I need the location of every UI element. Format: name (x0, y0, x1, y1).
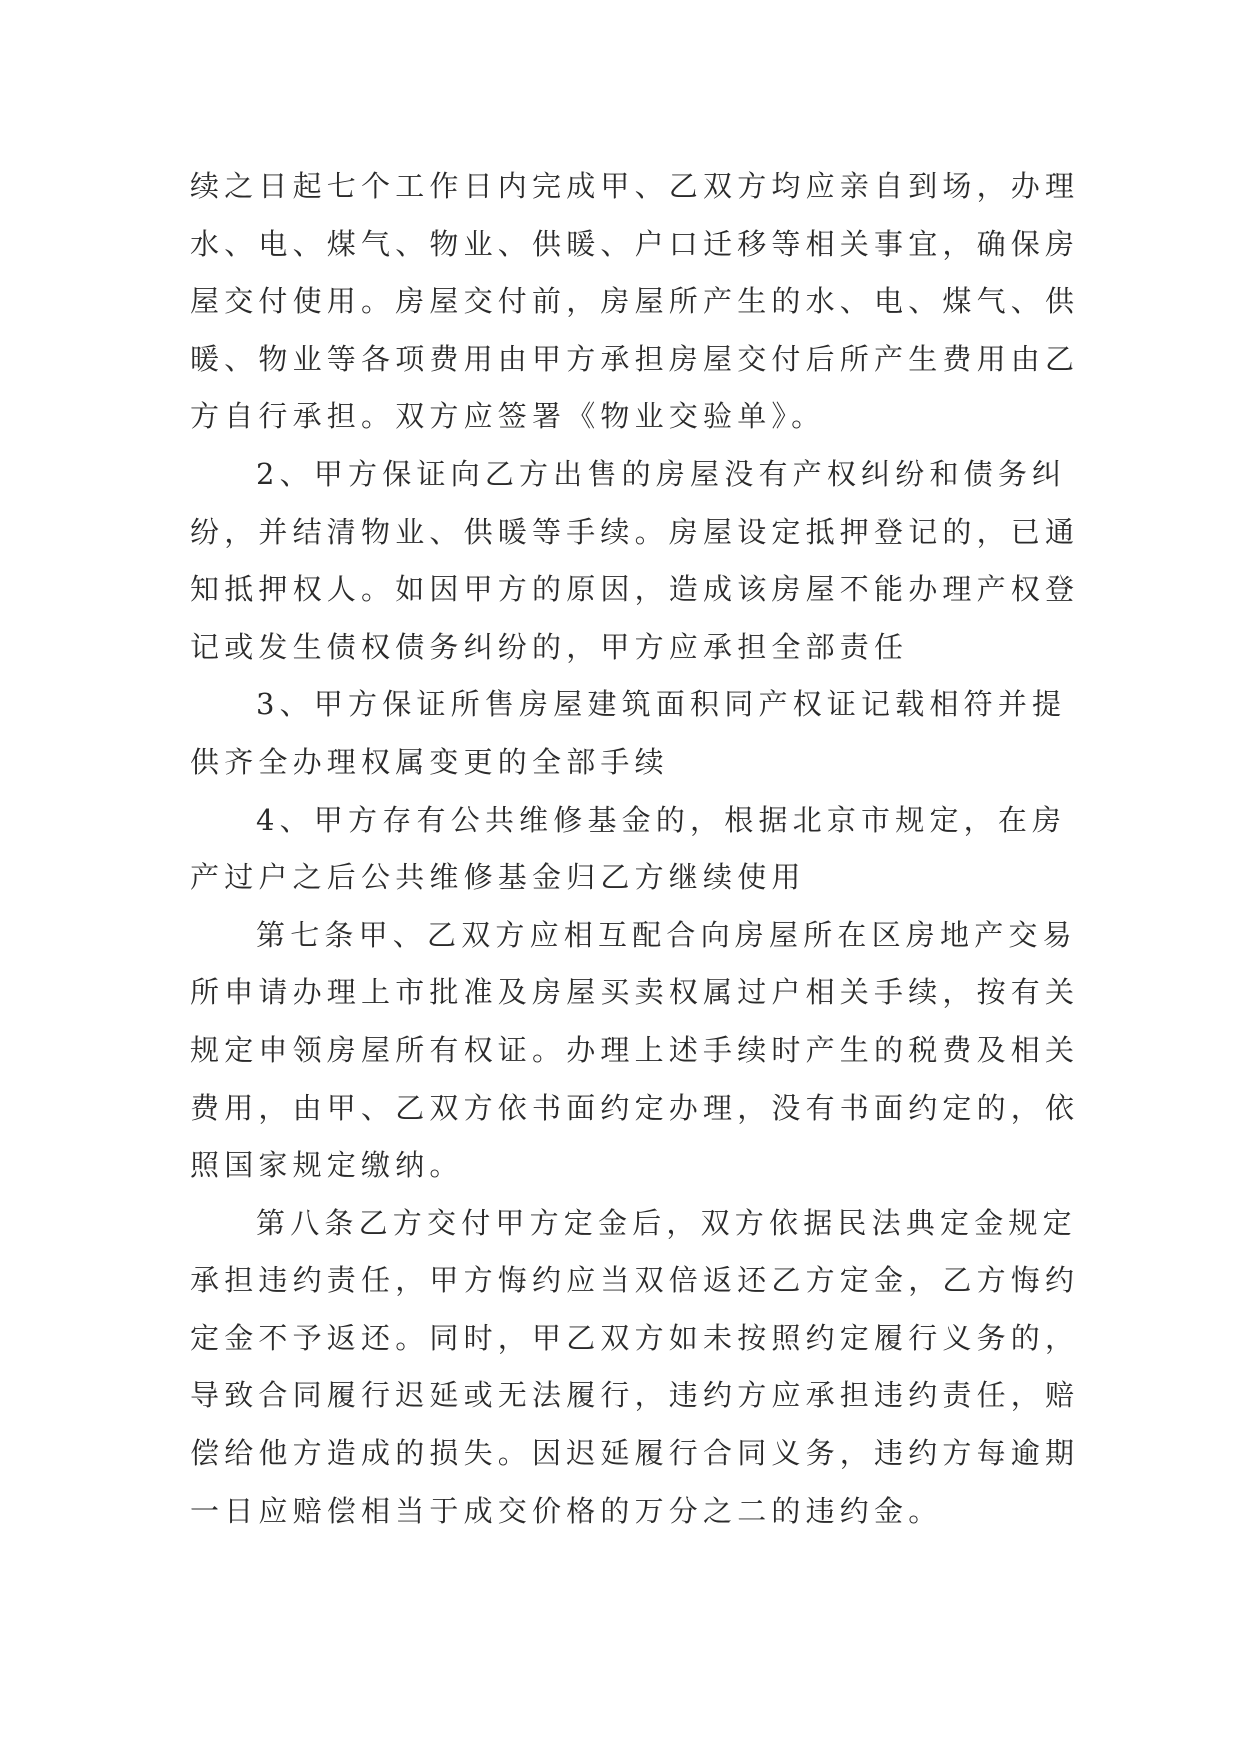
paragraph-line: 所申请办理上市批准及房屋买卖权属过户相关手续，按有关 (190, 975, 1080, 1010)
paragraph-line: 纷，并结清物业、供暖等手续。房屋设定抵押登记的，已通 (190, 514, 1080, 549)
paragraph-first-line: 第七条甲、乙双方应相互配合向房屋所在区房地产交易 (256, 917, 1077, 952)
paragraph-first-line: 3、甲方保证所售房屋建筑面积同产权证记载相符并提 (256, 687, 1067, 722)
paragraph-line: 续之日起七个工作日内完成甲、乙双方均应亲自到场，办理 (190, 169, 1080, 203)
paragraph-first-line: 4、甲方存有公共维修基金的，根据北京市规定，在房 (256, 802, 1067, 837)
paragraph-line: 水、电、煤气、物业、供暖、户口迁移等相关事宜，确保房 (190, 226, 1080, 261)
paragraph-line: 导致合同履行迟延或无法履行，违约方应承担违约责任，赔 (190, 1378, 1080, 1413)
paragraph-line: 知抵押权人。如因甲方的原因，造成该房屋不能办理产权登 (190, 572, 1080, 607)
paragraph-line: 照国家规定缴纳。 (190, 1148, 464, 1183)
paragraph-first-line: 第八条乙方交付甲方定金后，双方依据民法典定金规定 (256, 1205, 1077, 1240)
paragraph-line: 定金不予返还。同时，甲乙双方如未按照约定履行义务的， (190, 1320, 1080, 1355)
paragraph-line: 屋交付使用。房屋交付前，房屋所产生的水、电、煤气、供 (190, 284, 1080, 319)
paragraph-line: 方自行承担。双方应签署《物业交验单》。 (190, 399, 826, 434)
paragraph-line: 承担违约责任，甲方悔约应当双倍返还乙方定金，乙方悔约 (190, 1263, 1080, 1298)
paragraph-line: 一日应赔偿相当于成交价格的万分之二的违约金。 (190, 1493, 943, 1528)
contract-body-text (190, 158, 1080, 1540)
paragraph-line: 偿给他方造成的损失。因迟延履行合同义务，违约方每逾期 (190, 1436, 1080, 1471)
paragraph-line: 规定申领房屋所有权证。办理上述手续时产生的税费及相关 (190, 1032, 1080, 1067)
paragraph-line: 暖、物业等各项费用由甲方承担房屋交付后所产生费用由乙 (190, 341, 1080, 376)
paragraph-line: 费用，由甲、乙双方依书面约定办理，没有书面约定的，依 (190, 1090, 1080, 1125)
paragraph-line: 记或发生债权债务纠纷的，甲方应承担全部责任 (190, 629, 909, 664)
paragraph-first-line: 2、甲方保证向乙方出售的房屋没有产权纠纷和债务纠 (256, 456, 1067, 491)
paragraph-line: 供齐全办理权属变更的全部手续 (190, 744, 669, 779)
paragraph-line: 产过户之后公共维修基金归乙方继续使用 (190, 860, 806, 895)
